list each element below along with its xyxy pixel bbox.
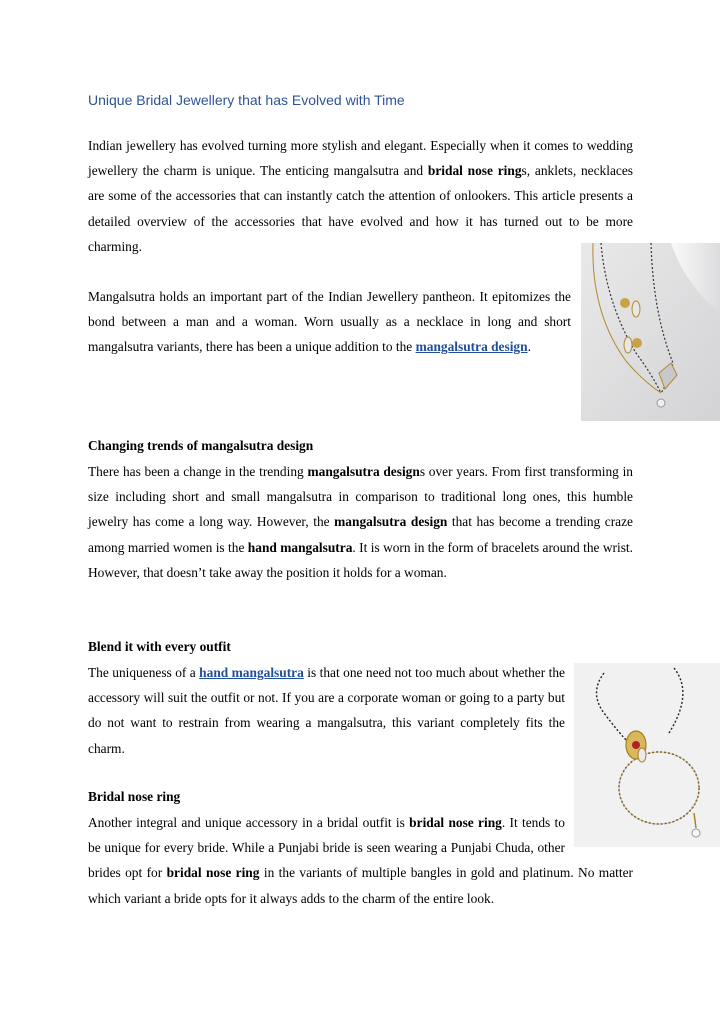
nose-ring-paragraph-part1: Another integral and unique accessory in a bridal outfit is bridal nose ring. It tends to be unique for every bride. While a Punjabi bride is seen wearing a Punjabi Chuda, other brides opt for bridal nose ring in the variants of multiple bangles in gold and platinum. No matter which variant a bride opts for it always adds to the charm of the entire look. [88, 815, 634, 906]
mangalsutra-necklace-image [581, 243, 720, 421]
page-title: Unique Bridal Jewellery that has Evolved with Time [88, 92, 405, 108]
section-heading-blend: Blend it with every outfit [88, 639, 231, 654]
bold-term: bridal nose ring [427, 163, 522, 179]
mangalsutra-design-link[interactable]: mangalsutra design [415, 339, 528, 355]
hand-mangalsutra-link[interactable]: hand mangalsutra [199, 665, 304, 680]
mangalsutra-paragraph: Mangalsutra holds an important part of the Indian Jewellery pantheon. It epitomizes the bond between a man and a woman. Worn usually as a necklace in long and short mangalsutra variants, there has been a unique addition to the mangalsutra design. [88, 289, 571, 355]
trends-paragraph: There has been a change in the trending mangalsutra designs over years. From first transforming in size including short and small mangalsutra in comparison to traditional long ones, this humble jewelry has come a long way. However, the mangalsutra design that has become a trending craze among married women is the hand mangalsutra. It is worn in the form of bracelets around the wrist. However, that doesn’t take away the position it holds for a woman. [88, 464, 634, 580]
section-heading-trends: Changing trends of mangalsutra design [88, 438, 314, 453]
section-heading-nose-ring: Bridal nose ring [88, 789, 181, 804]
intro-paragraph: Indian jewellery has evolved turning more stylish and elegant. Especially when it comes to wedding jewellery the charm is unique. The enticing mangalsutra and bridal nose rings, anklets, necklaces are some of the accessories that can instantly catch the attention of onlookers. This article presents a detailed overview of the accessories that have evolved and how it has turned out to be more charming. [88, 138, 633, 254]
blend-paragraph: The uniqueness of a hand mangalsutra is that one need not too much about whether the accessory will suit the outfit or not. If you are a corporate woman or going to a party but do not want to restrain from wearing a mangalsutra, this variant completely fits the charm. [88, 665, 565, 756]
